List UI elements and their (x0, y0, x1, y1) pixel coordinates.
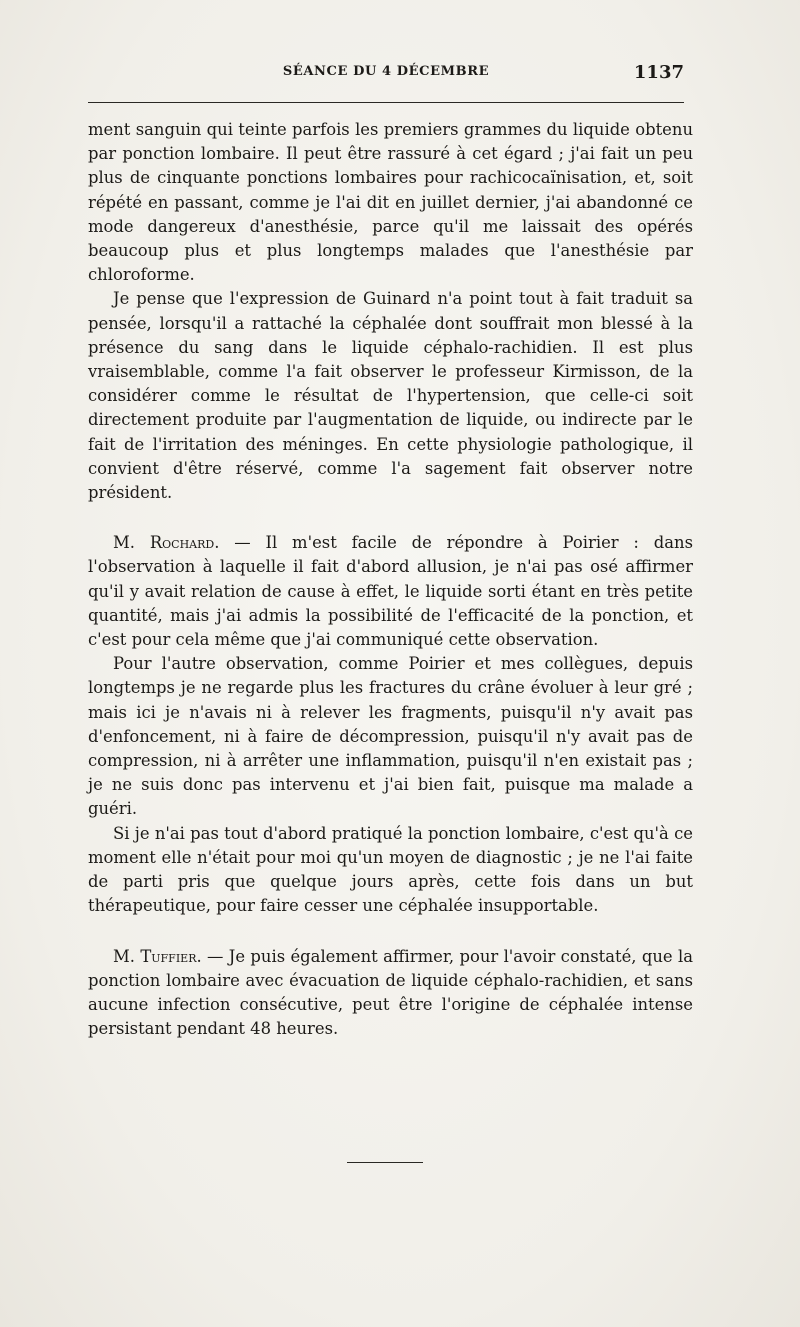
paragraph-text: — Je puis également affirmer, pour l'avoir constaté, que la ponction lombaire avec évacuation de liquide céphalo-rachidien, et sans aucune infection consécutive, peut être l'origine de céphalée intense persistant pendant 48 heures. (88, 946, 693, 1039)
paragraph-text: Si je n'ai pas tout d'abord pratiqué la ponction lombaire, c'est qu'à ce moment elle n'était pour moi qu'un moyen de diagnostic ; je ne l'ai faite de parti pris que quelque jours après, cette fois dans un but thérapeutique, pour faire cesser une céphalée insupportable. (88, 823, 693, 916)
paragraph (88, 652, 693, 821)
paragraph-text: Je pense que l'expression de Guinard n'a point tout à fait traduit sa pensée, lorsqu'il a rattaché la céphalée dont souffrait mon blessé à la présence du sang dans le liquide céphalo-rachidien. Il est plus vraisemblable, comme l'a fait observer le professeur Kirmisson, de la considérer comme le résultat de l'hypertension, que celle-ci soit directement produite par l'augmentation de liquide, ou indirecte par le fait de l'irritation des méninges. En cette physiologie pathologique, il convient d'être réservé, comme l'a sagement fait observer notre président. (88, 289, 693, 503)
paragraph-rochard (88, 531, 693, 652)
paragraph (88, 287, 693, 505)
paragraph-text: Pour l'autre observation, comme Poirier et mes collègues, depuis longtemps je ne regarde plus les fractures du crâne évoluer à leur gré ; mais ici je n'avais ni à relever les fragments, puisqu'il n'y avait pas d'enfoncement, ni à faire de décompression, puisqu'il n'y avait pas de compression, ni à arrêter une inflammation, puisqu'il n'en existait pas ; je ne suis donc pas intervenu et j'ai bien fait, puisque ma malade a guéri. (88, 654, 693, 819)
section-end-rule (347, 1162, 423, 1163)
paragraph-text: ment sanguin qui teinte parfois les premiers grammes du liquide obtenu par ponction lombaire. Il peut être rassuré à cet égard ; j'ai fait un peu plus de cinquante ponctions lombaires pour rachicocaïnisation, et, soit répété en passant, comme je l'ai dit en juillet dernier, j'ai abandonné ce mode dangereux d'anesthésie, parce qu'il me laissait des opérés beaucoup plus et plus longtemps malades que l'anesthésie par chloroforme. (88, 120, 693, 285)
speaker-name: M. Tuffier. (113, 946, 202, 966)
paragraph-continuation (88, 118, 693, 287)
header-rule (88, 102, 684, 103)
speaker-name: M. Rochard. (113, 533, 220, 553)
paragraph-tuffier (88, 945, 693, 1042)
running-head: SÉANCE DU 4 DÉCEMBRE (282, 64, 490, 79)
paragraph (88, 822, 693, 919)
page-number: 1137 (633, 62, 684, 83)
page-header (88, 64, 684, 90)
paragraph-text: — Il m'est facile de répondre à Poirier : dans l'observation à laquelle il fait d'abord allusion, je n'ai pas osé affirmer qu'il y avait relation de cause à effet, le liquide sorti étant en très petite quantité, mais j'ai admis la possibilité de l'efficacité de la ponction, et c'est pour cela même que j'ai communiqué cette observation. (88, 533, 694, 650)
body-text (88, 118, 693, 1041)
